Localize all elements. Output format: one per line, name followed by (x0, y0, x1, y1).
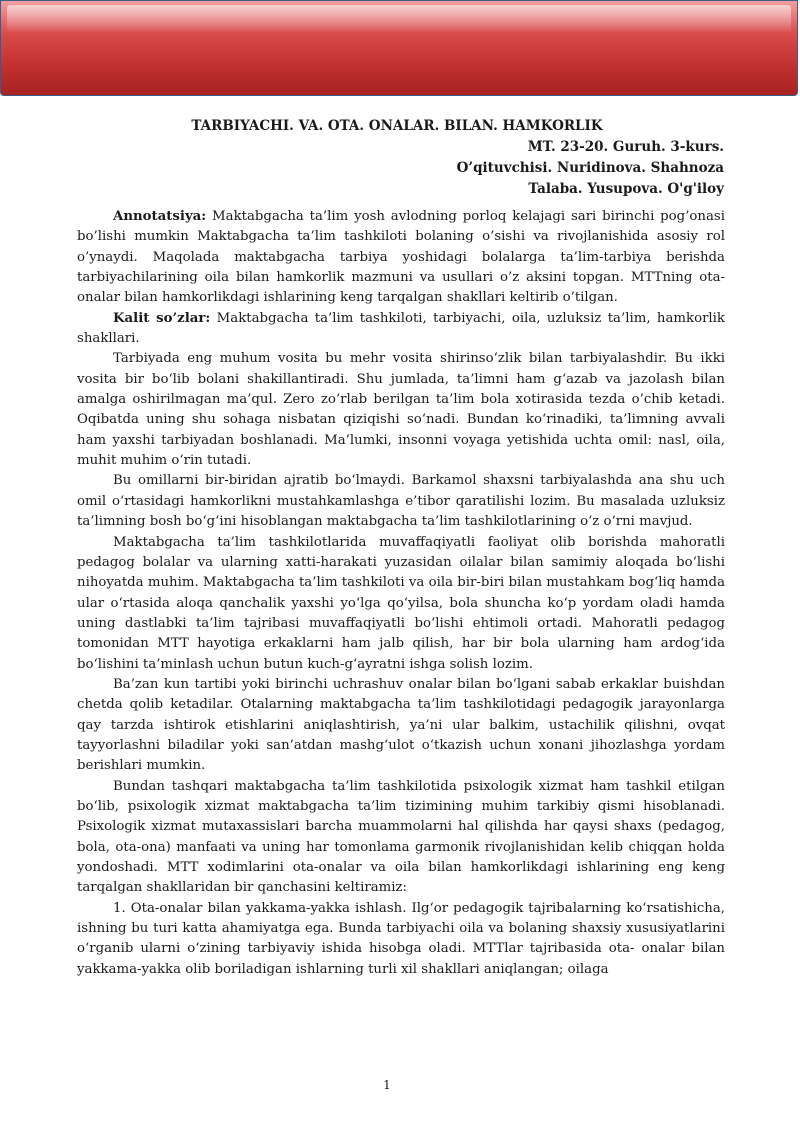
document-body (77, 207, 725, 980)
group-line: MT. 23-20. Guruh. 3-kurs. (527, 139, 724, 155)
teacher-line: O’qituvchisi. Nuridinova. Shahnoza (456, 160, 724, 176)
body-paragraph-4: Ba’zan kun tartibi yoki birinchi uchrashuv onalar bilan bo‘lgani sabab erkaklar buishdan chetda qolib ketadilar. Otalarning maktabgacha ta’lim tashkilotidagi pedagogik jarayonlarga qay tarzda ishtirok etishlarini aniqlashtirish, ya’ni ular balkim, ustachilik qilishni, ovqat tayyorlashni biladilar yoki san’atdan mashg‘ulot o‘tkazish uchun xonani jihozlashga yordam berishlari mumkin. (77, 676, 725, 774)
student-line: Talaba. Yusupova. O'g'iloy (528, 181, 724, 197)
keywords-label: Kalit so’zlar: (113, 310, 211, 326)
body-paragraph-3: Maktabgacha ta’lim tashkilotlarida muvaffaqiyatli faoliyat olib borishda mahoratli pedagog bolalar va ularning xatti-harakati yuzasidan oilalar bilan samimiy aloqada bo‘lishi nihoyatda muhim. Maktabgacha ta’lim tashkiloti va oila bir-biri bilan mustahkam bog‘liq hamda ular o‘rtasida aloqa qanchalik yaxshi yo‘lga qo‘yilsa, bola shuncha ko‘p yordam oladi hamda uning dastlabki ta’lim tajribasi muvaffaqiyatli bo‘lishi ehtimoli ortadi. Mahoratli pedagog tomonidan MTT hayotiga erkaklarni ham jalb qilish, har bir bola ularning ham ardog‘ida bo‘lishini ta’minlash uchun butun kuch-g‘ayratni ishga solish lozim. (77, 534, 725, 672)
decorative-header-banner (0, 0, 798, 96)
body-paragraph-6: 1. Ota-onalar bilan yakkama-yakka ishlash. Ilg‘or pedagogik tajribalarning ko‘rsatishicha, ishning bu turi katta ahamiyatga ega. Bunda tarbiyachi oila va bolaning shaxsiy xususiyatlarini o‘rganib ularni o‘zining tarbiyaviy ishida hisobga oladi. MTTlar tajribasida ota- onalar bilan yakkama-yakka olib boriladigan ishlarning turli xil shakllari aniqlangan; oilaga (77, 900, 725, 977)
body-paragraph-5: Bundan tashqari maktabgacha ta’lim tashkilotida psixologik xizmat ham tashkil etilgan bo‘lib, psixologik xizmat maktabgacha ta’lim tizimining muhim tarkibiy qismi hisoblanadi. Psixologik xizmat mutaxassislari barcha muammolarni hal qilishda har qaysi shaxs (pedagog, bola, ota-ona) manfaati va uning har tomonlama garmonik rivojlanishidan kelib chiqqan holda yondoshadi. MTT xodimlarini ota-onalar va oila bilan hamkorlikdagi ishlarining eng keng tarqalgan shakllaridan bir qanchasini keltiramiz: (77, 778, 725, 896)
keywords-text: Maktabgacha ta’lim tashkiloti, tarbiyachi, oila, uzluksiz ta’lim, hamkorlik shakllari. (77, 310, 725, 347)
annotation-paragraph (77, 207, 725, 309)
page-number: 1 (383, 1078, 391, 1092)
document-header (70, 116, 724, 200)
body-paragraph-1: Tarbiyada eng muhum vosita bu mehr vosita shirinso‘zlik bilan tarbiyalashdir. Bu ikki vosita bir bo‘lib bolani shakillantiradi. Shu jumlada, ta’limni ham g‘azab va jazolash bilan amalga oshirilmagan ma’qul. Zero zo‘rlab berilgan ta’lim bola xotirasida tezda o’chib ketadi. Oqibatda uning shu sohaga nisbatan qiziqishi so‘nadi. Bundan ko‘rinadiki, ta’limning avvali ham yaxshi tarbiyadan boshlanadi. Ma’lumki, insonni voyaga yetishida uchta omil: nasl, oila, muhit muhim o‘rin tutadi. (77, 351, 725, 469)
document-title: TARBIYACHI. VA. OTA. ONALAR. BILAN. HAMKORLIK (191, 118, 603, 134)
annotation-text: Maktabgacha ta’lim yosh avlodning porloq kelajagi sari birinchi pog’onasi bo’lishi mumkin Maktabgacha ta’lim tashkiloti bolaning o’sishi va rivojlanishida asosiy rol o’ynaydi. Maqolada maktabgacha tarbiya yoshidagi bolalarga ta’lim-tarbiya berishda tarbiyachilarining oila bilan hamkorlik mazmuni va usullari o’z aksini topgan. MTTning ota-onalar bilan hamkorlikdagi ishlarining keng tarqalgan shakllari keltirib o’tilgan. (77, 209, 725, 306)
keywords-paragraph (77, 309, 725, 350)
body-paragraph-2: Bu omillarni bir-biridan ajratib bo‘lmaydi. Barkamol shaxsni tarbiyalashda ana shu uch omil o‘rtasidagi hamkorlikni mustahkamlashga e’tibor qaratilishi lozim. Bu masalada uzluksiz ta’limning bosh bo‘g‘ini hisoblangan maktabgacha ta’lim tashkilotlarining o‘z o‘rni mavjud. (77, 473, 725, 530)
annotation-label: Annotatsiya: (113, 209, 207, 224)
